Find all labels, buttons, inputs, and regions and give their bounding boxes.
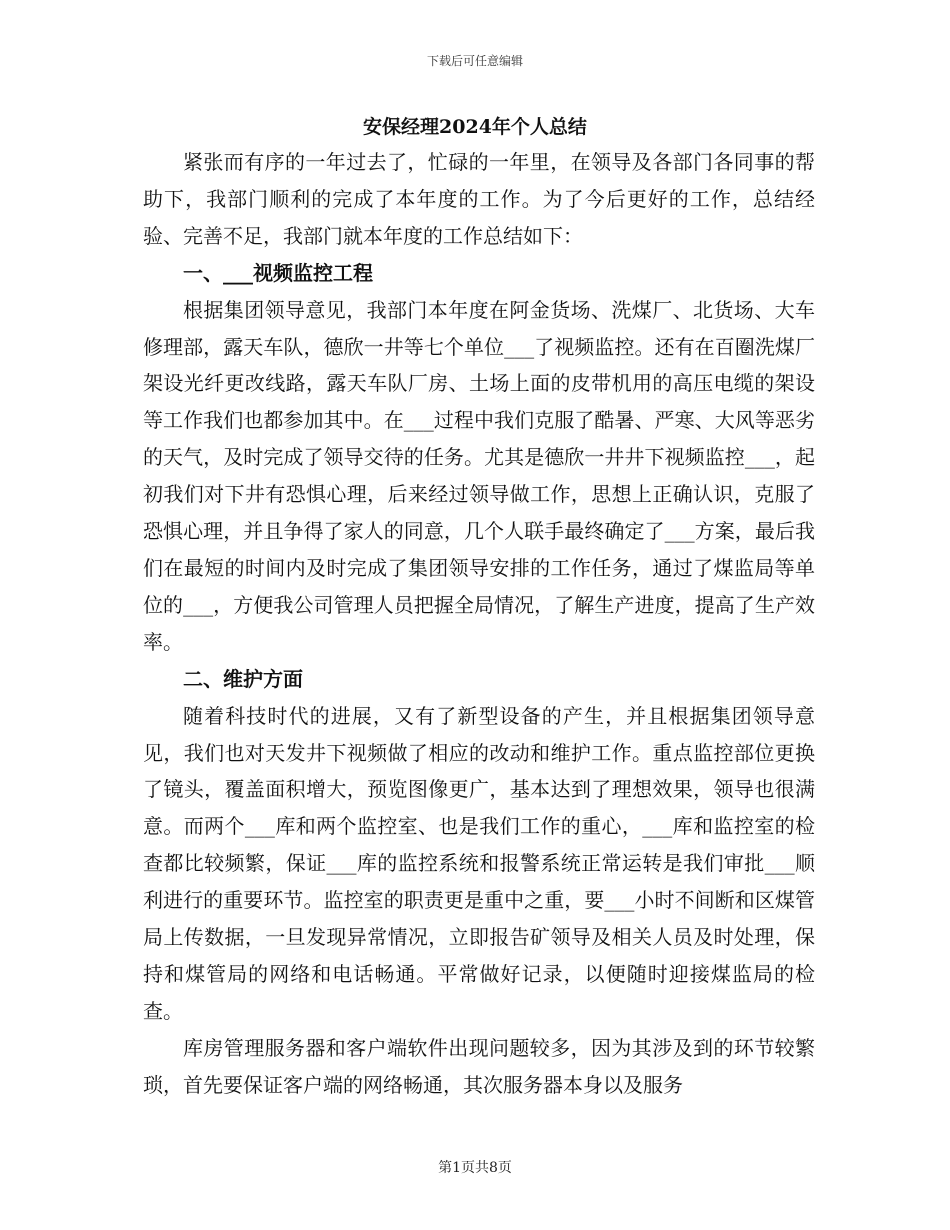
document-body [143, 144, 815, 1104]
section2-heading: 二、维护方面 [183, 666, 303, 691]
page-title: 安保经理2024年个人总结 [363, 116, 587, 138]
section2-paragraph-1: 随着科技时代的进展，又有了新型设备的产生，并且根据集团领导意见，我们也对天发井下视频做了相应的改动和维护工作。重点监控部位更换了镜头，覆盖面积增大，预览图像更广，基本达到了理想效果，领导也很满意。而两个___库和两个监控室、也是我们工作的重心，___库和监控室的检查都比较频繁，保证___库的监控系统和报警系统正常运转是我们审批___顺利进行的重要环节。监控室的职责更是重中之重，要___小时不间断和区煤管局上传数据，一旦发现异常情况，立即报告矿领导及相关人员及时处理，保持和煤管局的网络和电话畅通。平常做好记录，以便随时迎接煤监局的检查。 [143, 703, 815, 1023]
intro-paragraph: 紧张而有序的一年过去了，忙碌的一年里，在领导及各部门各同事的帮助下，我部门顺利的完成了本年度的工作。为了今后更好的工作，总结经验、完善不足，我部门就本年度的工作总结如下： [143, 150, 815, 248]
section2-paragraph-2: 库房管理服务器和客户端软件出现问题较多，因为其涉及到的环节较繁琐，首先要保证客户端的网络畅通，其次服务器本身以及服务 [143, 1035, 815, 1097]
section1-paragraph: 根据集团领导意见，我部门本年度在阿金货场、洗煤厂、北货场、大车修理部，露天车队，德欣一井等七个单位___了视频监控。还有在百圈洗煤厂架设光纤更改线路，露天车队厂房、土场上面的皮带机用的高压电缆的架设等工作我们也都参加其中。在___过程中我们克服了酷暑、严寒、大风等恶劣的天气，及时完成了领导交待的任务。尤其是德欣一井井下视频监控___，起初我们对下井有恐惧心理，后来经过领导做工作，思想上正确认识，克服了恐惧心理，并且争得了家人的同意，几个人联手最终确定了___方案，最后我们在最短的时间内及时完成了集团领导安排的工作任务，通过了煤监局等单位的___，方便我公司管理人员把握全局情况，了解生产进度，提高了生产效率。 [143, 297, 815, 654]
page-footer: 第1页共8页 [438, 1160, 512, 1176]
section1-heading: 一、___视频监控工程 [183, 260, 373, 285]
header-note: 下载后可任意编辑 [426, 54, 523, 68]
